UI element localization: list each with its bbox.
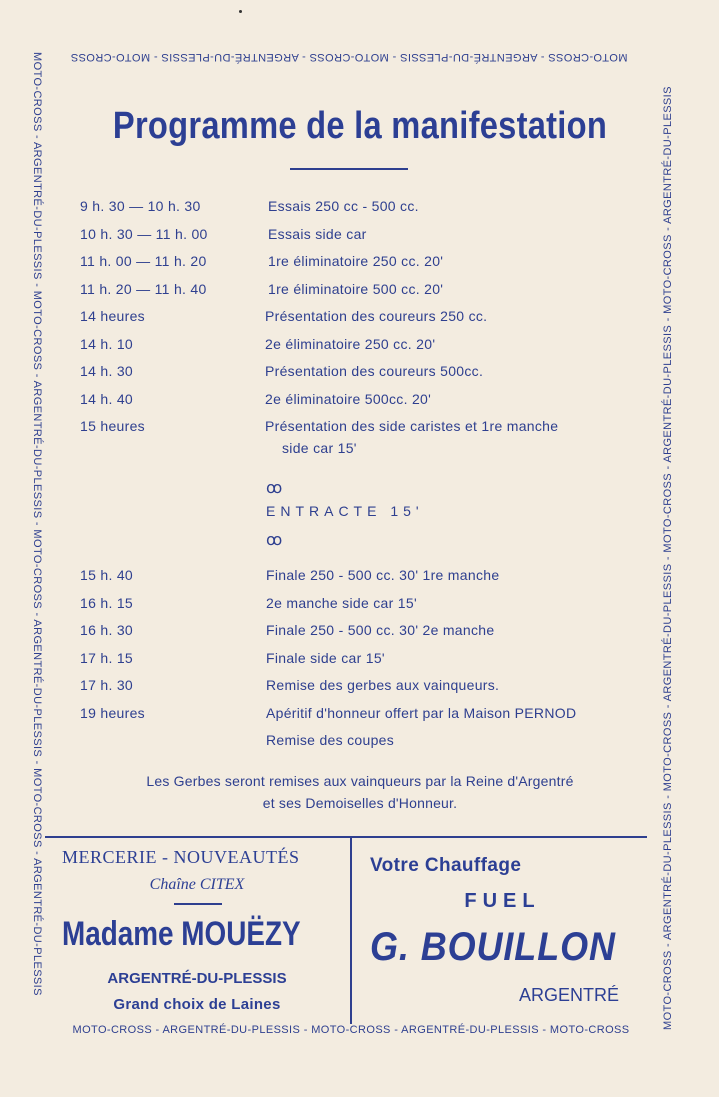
schedule-time: 16 h. 15 — [80, 594, 133, 611]
schedule-row — [80, 650, 640, 670]
schedule-time: 15 h. 40 — [80, 567, 133, 583]
schedule-row — [80, 391, 640, 411]
schedule-row — [80, 226, 640, 246]
schedule-event: Essais 250 cc - 500 cc. — [268, 198, 419, 214]
ad-mercerie-owner: Madame MOUËZY — [62, 915, 301, 953]
schedule-time: 11 h. 20 — 11 h. 40 — [80, 280, 207, 297]
ad-fuel-word: FUEL — [464, 890, 541, 912]
entracte-label: ENTRACTE 15' — [266, 503, 424, 519]
ad-mercerie-heading: MERCERIE - NOUVEAUTÉS — [62, 847, 300, 867]
schedule-event: Présentation des coureurs 500cc. — [265, 363, 484, 379]
schedule-row — [80, 595, 640, 615]
schedule-event: 1re éliminatoire 250 cc. 20' — [268, 253, 444, 269]
schedule-time: 16 h. 30 — [80, 622, 133, 638]
ornament-top: ꝏ — [266, 480, 283, 497]
schedule-time: 19 heures — [80, 704, 145, 721]
schedule-event: Présentation des side caristes et 1re manche — [265, 418, 559, 434]
schedule-row — [80, 308, 640, 328]
schedule-time: 14 h. 30 — [80, 363, 133, 379]
schedule-event: Finale 250 - 500 cc. 30' 2e manche — [266, 622, 495, 638]
schedule-event: Finale side car 15' — [266, 649, 385, 666]
schedule-row — [80, 622, 640, 642]
page-title: Programme de la manifestation — [112, 105, 608, 147]
schedule-row — [80, 440, 640, 460]
schedule-time: 17 h. 15 — [80, 649, 133, 666]
ad-divider-vertical — [350, 838, 352, 1024]
schedule-time: 15 heures — [80, 418, 145, 434]
closing-line-2: et ses Demoiselles d'Honneur. — [262, 795, 458, 811]
ad-fuel-heading: Votre Chauffage — [370, 855, 522, 876]
schedule-event: 2e éliminatoire 500cc. 20' — [265, 390, 432, 407]
schedule-event: Apéritif d'honneur offert par la Maison PERNOD — [266, 704, 577, 721]
schedule-event: Remise des gerbes aux vainqueurs. — [266, 677, 500, 693]
ad-mercerie-tagline: Grand choix de Laines — [113, 996, 281, 1013]
schedule-event: side car 15' — [282, 440, 357, 456]
border-bottom-text: MOTO-CROSS - ARGENTRÉ-DU-PLESSIS - MOTO-CROSS - ARGENTRÉ-DU-PLESSIS - MOTO-CROSS — [72, 1024, 630, 1036]
ad-fuel-company: G. BOUILLON — [370, 925, 616, 969]
print-speck — [239, 10, 242, 13]
schedule-row — [80, 418, 640, 438]
ad-mercerie-chain: Chaîne CITEX — [149, 876, 245, 893]
ad-mercerie-rule — [174, 903, 222, 905]
schedule-row — [80, 336, 640, 356]
schedule-event: 2e éliminatoire 250 cc. 20' — [265, 335, 436, 352]
schedule-row — [80, 198, 640, 218]
schedule-row — [80, 363, 640, 383]
schedule-time: 17 h. 30 — [80, 677, 133, 693]
schedule-row — [80, 705, 640, 725]
schedule-row — [80, 567, 640, 587]
schedule-time: 10 h. 30 — 11 h. 00 — [80, 225, 208, 242]
border-left-text: MOTO-CROSS - ARGENTRÉ-DU-PLESSIS - MOTO-CROSS - ARGENTRÉ-DU-PLESSIS - MOTO-CROSS - ARGENTRÉ-DU-PLESSIS - MOTO-CROSS - ARGENTRÉ-DU-PLESSIS — [31, 52, 43, 996]
schedule-time: 14 h. 40 — [80, 390, 133, 407]
title-underline — [290, 168, 408, 170]
ad-divider-horizontal — [45, 836, 647, 838]
closing-line-1: Les Gerbes seront remises aux vainqueurs par la Reine d'Argentré — [146, 773, 574, 789]
ad-fuel-town: ARGENTRÉ — [519, 985, 620, 1005]
schedule-time: 14 heures — [80, 308, 145, 324]
schedule-row — [80, 677, 640, 697]
border-right-text: MOTO-CROSS - ARGENTRÉ-DU-PLESSIS - MOTO-CROSS - ARGENTRÉ-DU-PLESSIS - MOTO-CROSS - ARGENTRÉ-DU-PLESSIS - MOTO-CROSS - ARGENTRÉ-DU-PLESSIS — [662, 86, 674, 1030]
schedule-row — [80, 281, 640, 301]
schedule-event: 2e manche side car 15' — [266, 594, 417, 611]
schedule-time: 9 h. 30 — 10 h. 30 — [80, 198, 201, 214]
ad-mercerie-town: ARGENTRÉ-DU-PLESSIS — [107, 970, 287, 987]
schedule-event: 1re éliminatoire 500 cc. 20' — [268, 280, 444, 297]
ornament-bottom: ꝏ — [266, 532, 283, 549]
border-top-text: MOTO-CROSS - ARGENTRÉ-DU-PLESSIS - MOTO-CROSS - ARGENTRÉ-DU-PLESSIS - MOTO-CROSS — [70, 51, 628, 63]
schedule-event: Finale 250 - 500 cc. 30' 1re manche — [266, 567, 500, 583]
schedule-row — [80, 732, 640, 752]
schedule-time: 11 h. 00 — 11 h. 20 — [80, 253, 207, 269]
schedule-time: 14 h. 10 — [80, 335, 133, 352]
schedule-event: Présentation des coureurs 250 cc. — [265, 308, 488, 324]
schedule-event: Essais side car — [268, 225, 367, 242]
schedule-event: Remise des coupes — [266, 732, 395, 748]
schedule-row — [80, 253, 640, 273]
